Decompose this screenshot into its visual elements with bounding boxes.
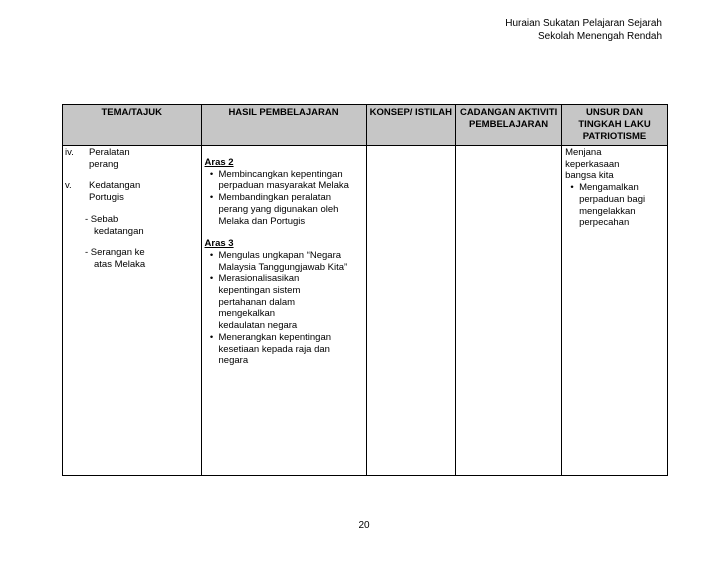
topic-number: v. <box>65 180 72 192</box>
level-title: Aras 3 <box>204 238 234 250</box>
header-line-2: Sekolah Menengah Rendah <box>538 31 662 42</box>
list-item <box>205 250 363 273</box>
topic-text: Peralatan perang <box>89 147 130 170</box>
topic-item <box>65 147 198 170</box>
bullet-icon: • <box>209 273 214 285</box>
list-item <box>205 273 363 332</box>
patriotism-cell <box>562 146 668 476</box>
outcome-text: Membincangkan kepentingan perpaduan masyarakat Melaka <box>218 168 349 192</box>
patriotism-text: Mengamalkan perpaduan bagi mengelakkan perpecahan <box>579 182 646 229</box>
bullet-icon: • <box>209 168 214 180</box>
topic-item <box>65 180 198 203</box>
list-item <box>205 169 363 192</box>
header-tema-tajuk: TEMA/TAJUK <box>63 105 202 146</box>
outcome-text: Membandingkan peralatan perang yang digunakan oleh Melaka dan Portugis <box>218 192 339 227</box>
topic-text: Kedatangan Portugis <box>89 180 141 204</box>
list-item <box>205 192 363 227</box>
page-number: 20 <box>358 520 370 531</box>
header-konsep-istilah: KONSEP/ ISTILAH <box>366 105 456 146</box>
header-unsur-patriotisme: UNSUR DAN TINGKAH LAKU PATRIOTISME <box>562 105 668 146</box>
header-hasil-pembelajaran: HASIL PEMBELAJARAN <box>201 105 366 146</box>
outcome-text: Mengulas ungkapan “Negara Malaysia Tanggungjawab Kita” <box>218 249 348 273</box>
list-item <box>205 332 363 367</box>
header-line-1: Huraian Sukatan Pelajaran Sejarah <box>505 18 662 29</box>
document-header <box>505 17 662 43</box>
header-cadangan-aktiviti: CADANGAN AKTIVITI PEMBELAJARAN <box>456 105 562 146</box>
topic-cell <box>63 146 202 476</box>
learning-outcomes-cell <box>201 146 366 476</box>
bullet-icon: • <box>570 182 574 194</box>
patriotism-intro: Menjana keperkasaan bangsa kita <box>565 147 620 182</box>
outcome-text: Menerangkan kepentingan kesetiaan kepada raja dan negara <box>218 331 332 367</box>
subtopic-item: - Sebab kedatangan <box>85 213 144 237</box>
table-header-row <box>63 105 668 146</box>
topic-number: iv. <box>65 147 74 158</box>
list-item <box>565 182 664 229</box>
syllabus-table <box>62 104 668 476</box>
outcome-text: Merasionalisasikan kepentingan sistem pertahanan dalam mengekalkan kedaulatan negara <box>218 273 301 332</box>
bullet-icon: • <box>209 192 214 204</box>
level-title: Aras 2 <box>204 157 234 168</box>
bullet-icon: • <box>209 249 214 261</box>
bullet-icon: • <box>209 331 214 343</box>
table-row <box>63 146 668 476</box>
concept-cell <box>366 146 456 476</box>
activity-cell <box>456 146 562 476</box>
subtopic-item: - Serangan ke atas Melaka <box>85 247 146 270</box>
